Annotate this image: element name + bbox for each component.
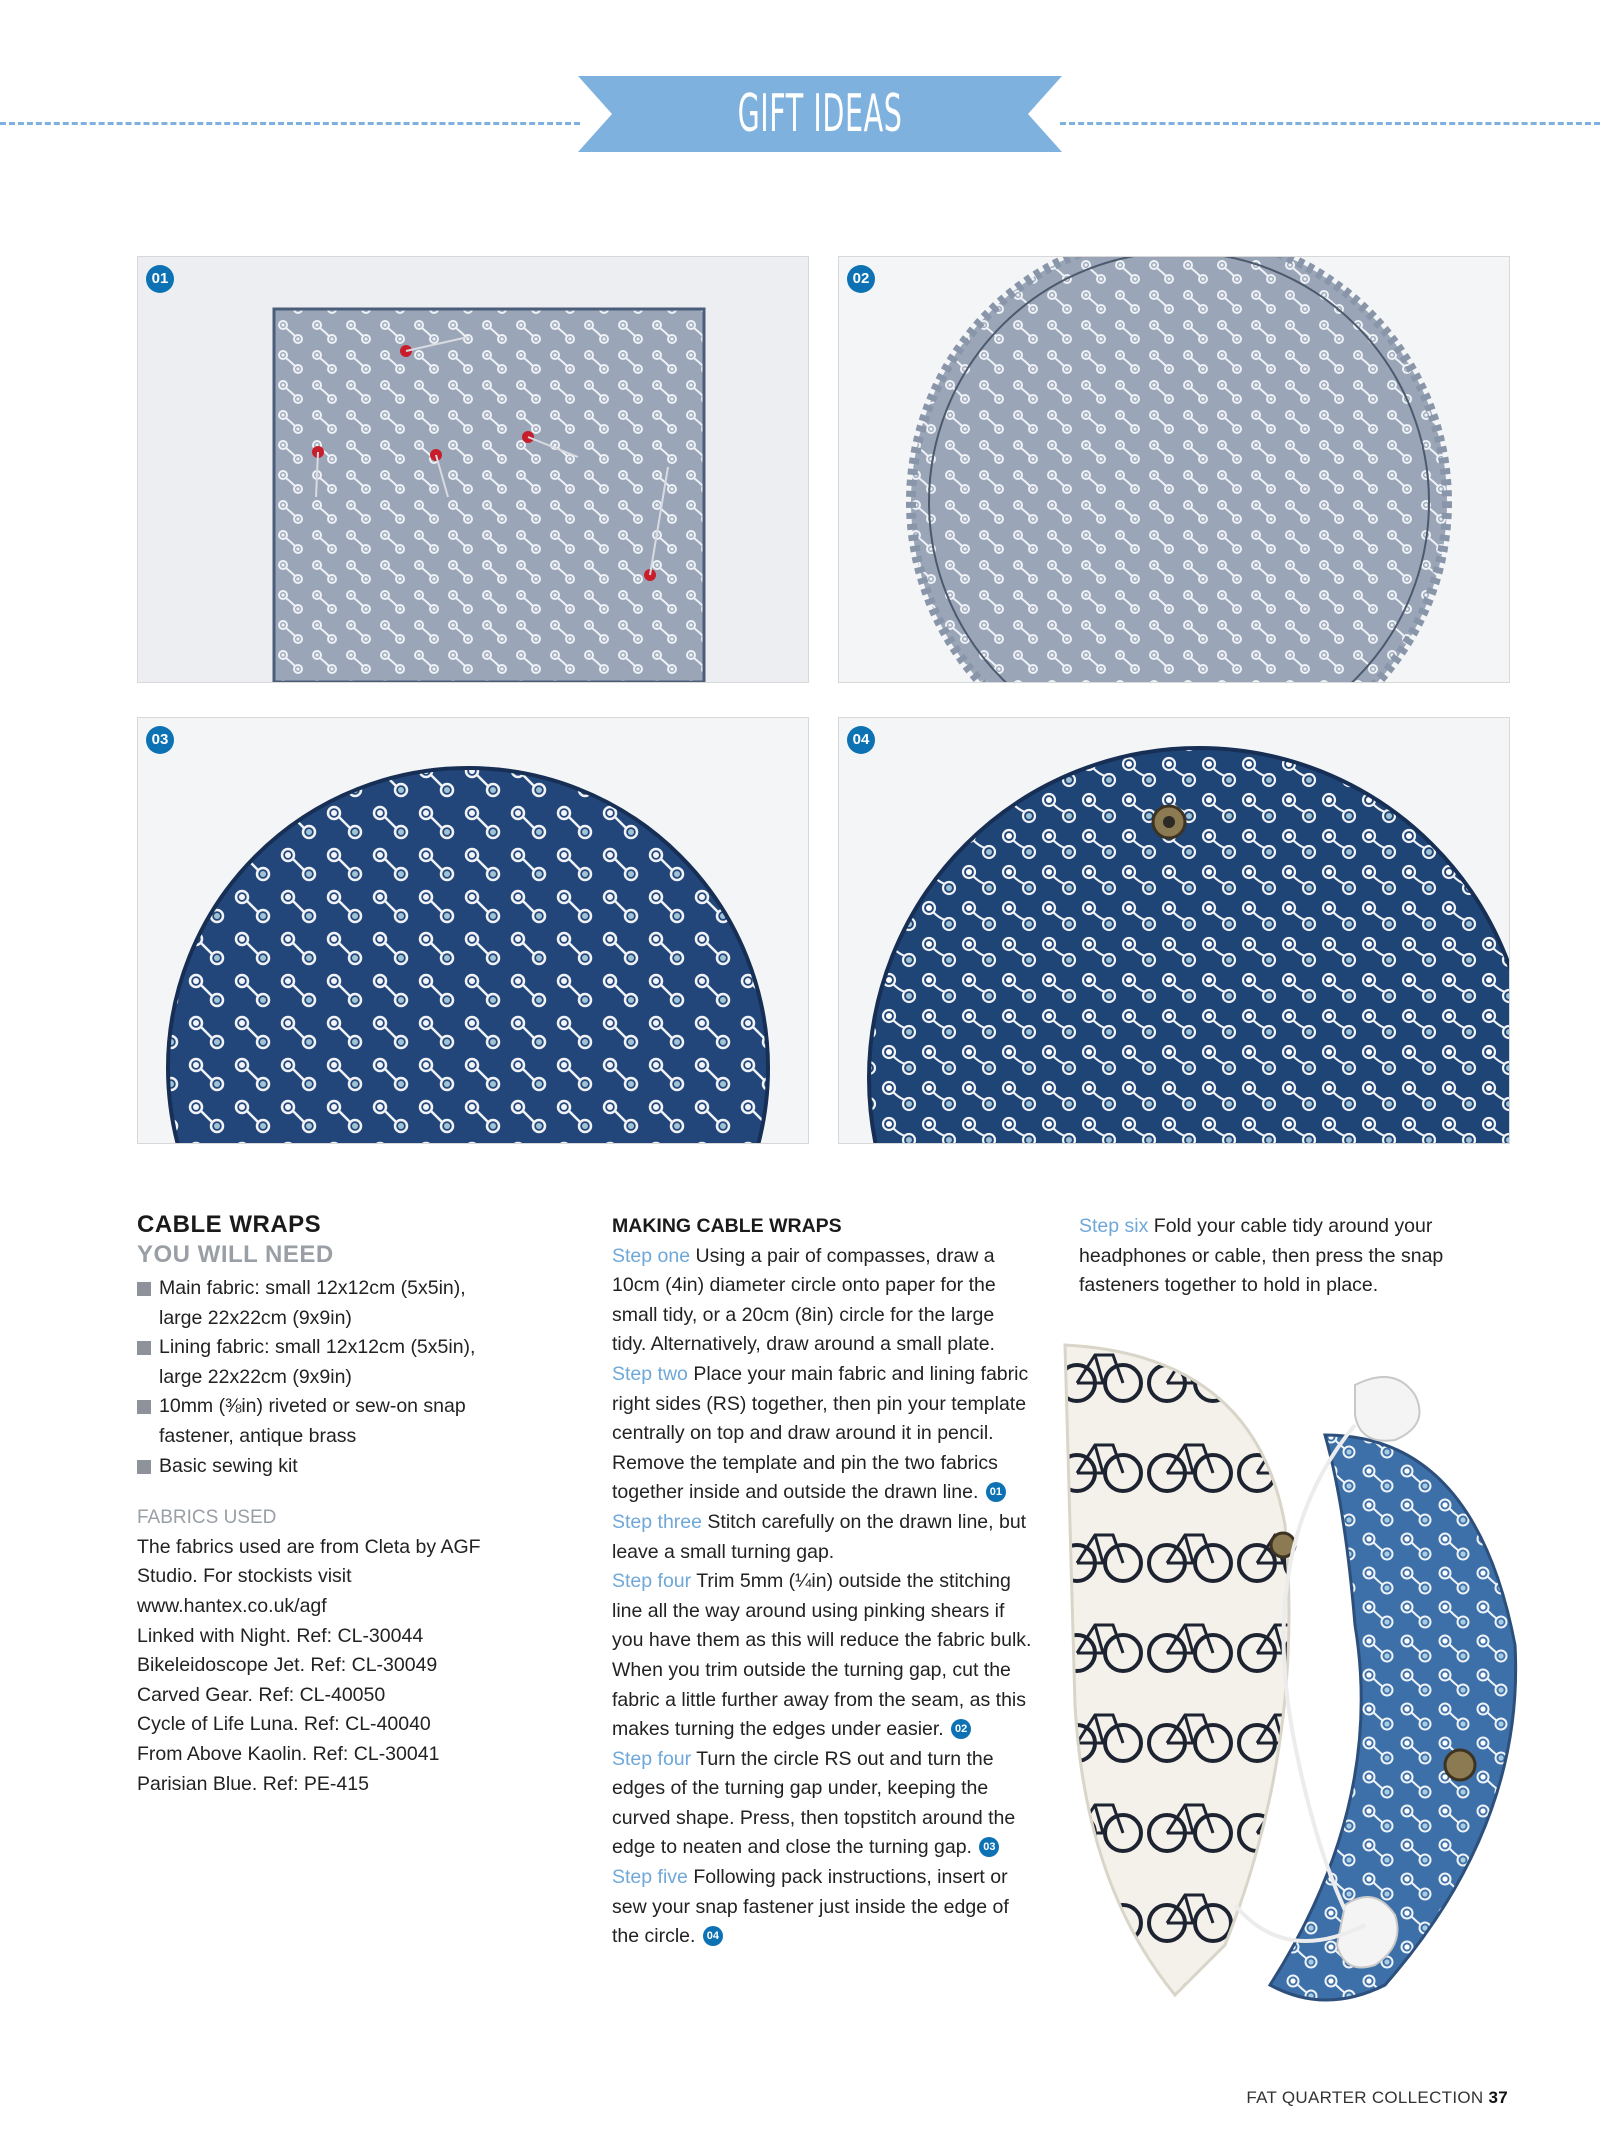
step-photo-01 [137, 256, 809, 683]
photo-ref-badge: 03 [979, 1837, 999, 1857]
step-text: Fold your cable tidy around your headphones or cable, then press the snap fasteners together to hold in place. [1079, 1215, 1444, 1297]
bullet-square-icon [137, 1460, 151, 1474]
fabrics-used-heading: FABRICS USED [137, 1507, 277, 1529]
step-text: Trim 5mm (¼in) outside the stitching line all the way around using pinking shears if you have them as this will reduce the fabric bulk. When you trim outside the turning gap, cut the fabric a little further away from the seam, as this makes turning the edges under easier. [612, 1570, 1032, 1741]
materials-list [137, 1274, 497, 1481]
instruction-step-6 [612, 1863, 1032, 1952]
fabric-ref: From Above Kaolin. Ref: CL-30041 [137, 1742, 440, 1765]
step-badge-01: 01 [146, 265, 174, 293]
materials-item: Lining fabric: small 12x12cm (5x5in), large 22x22cm (9x9in) [137, 1333, 497, 1392]
instruction-step-3 [612, 1508, 1032, 1567]
instruction-step-5 [612, 1745, 1032, 1863]
photo-ref-badge: 04 [703, 1926, 723, 1946]
step-label: Step four [612, 1570, 692, 1593]
bullet-square-icon [137, 1400, 151, 1414]
step-photo-02 [838, 256, 1510, 683]
step-label: Step two [612, 1362, 688, 1385]
step-badge-03: 03 [146, 726, 174, 754]
step-label: Step three [612, 1510, 702, 1533]
materials-item: 10mm (⅜in) riveted or sew-on snap fastener, antique brass [137, 1392, 497, 1451]
step-photo-03 [137, 717, 809, 1144]
gift-ideas-banner [578, 76, 1062, 152]
instructions-heading: MAKING CABLE WRAPS [612, 1215, 842, 1237]
step-text: Turn the circle RS out and turn the edges of the turning gap under, keeping the curved shape. Press, then topstitch around the edge to neaten and close the turning gap. [612, 1747, 1016, 1859]
step-badge-02: 02 [847, 265, 875, 293]
photo-ref-badge: 01 [986, 1482, 1006, 1502]
project-title: CABLE WRAPS [137, 1211, 322, 1238]
left-column [137, 1210, 497, 1799]
materials-item: Main fabric: small 12x12cm (5x5in), large 22x22cm (9x9in) [137, 1274, 497, 1333]
fabric-ref: Cycle of Life Luna. Ref: CL-40040 [137, 1713, 431, 1736]
header-dash-line-right [1060, 122, 1600, 125]
step-photo-04 [838, 717, 1510, 1144]
instruction-step-2 [612, 1360, 1032, 1508]
you-will-need-heading: YOU WILL NEED [137, 1241, 334, 1268]
bullet-square-icon [137, 1341, 151, 1355]
finished-cable-wraps-photo [1055, 1325, 1535, 2015]
right-column [1079, 1212, 1499, 1301]
page-number: 37 [1488, 2088, 1508, 2107]
step-text: Place your main fabric and lining fabric right sides (RS) together, then pin your template centrally on top and draw around it in pencil. Remove the template and pin the two fabrics together inside and outside the drawn line. [612, 1362, 1029, 1504]
page-folio [1246, 2088, 1508, 2108]
fabric-ref: Parisian Blue. Ref: PE-415 [137, 1772, 369, 1795]
fabric-ref: Carved Gear. Ref: CL-40050 [137, 1683, 386, 1706]
banner-title: GIFT IDEAS [737, 84, 903, 144]
step-label: Step four [612, 1747, 692, 1770]
step-text: Stitch carefully on the drawn line, but leave a small turning gap. [612, 1510, 1027, 1563]
instruction-step-1 [612, 1242, 1032, 1360]
step-text: Using a pair of compasses, draw a 10cm (4in) diameter circle onto paper for the small tidy, or a 20cm (8in) circle for the large tidy. Alternatively, draw around a small plate. [612, 1244, 996, 1356]
header-dash-line-left [0, 122, 580, 125]
step-label: Step five [612, 1866, 688, 1889]
fabric-ref: Bikeleidoscope Jet. Ref: CL-30049 [137, 1654, 438, 1677]
step-text: Following pack instructions, insert or sew your snap fastener just inside the edge of the circle. [612, 1866, 1009, 1948]
instruction-step-final [1079, 1212, 1499, 1301]
step-badge-04: 04 [847, 726, 875, 754]
fabric-ref: Linked with Night. Ref: CL-30044 [137, 1624, 424, 1647]
fabrics-intro: The fabrics used are from Cleta by AGF Studio. For stockists visit www.hantex.co.uk/agf [137, 1535, 481, 1617]
publication-name: FAT QUARTER COLLECTION [1246, 2088, 1484, 2107]
bullet-square-icon [137, 1282, 151, 1296]
fabric-ref-list [137, 1622, 497, 1800]
instruction-step-4 [612, 1567, 1032, 1745]
step-label: Step six [1079, 1215, 1149, 1237]
middle-column [612, 1212, 1032, 1952]
photo-ref-badge: 02 [951, 1719, 971, 1739]
materials-item: Basic sewing kit [137, 1452, 497, 1482]
step-label: Step one [612, 1244, 691, 1267]
